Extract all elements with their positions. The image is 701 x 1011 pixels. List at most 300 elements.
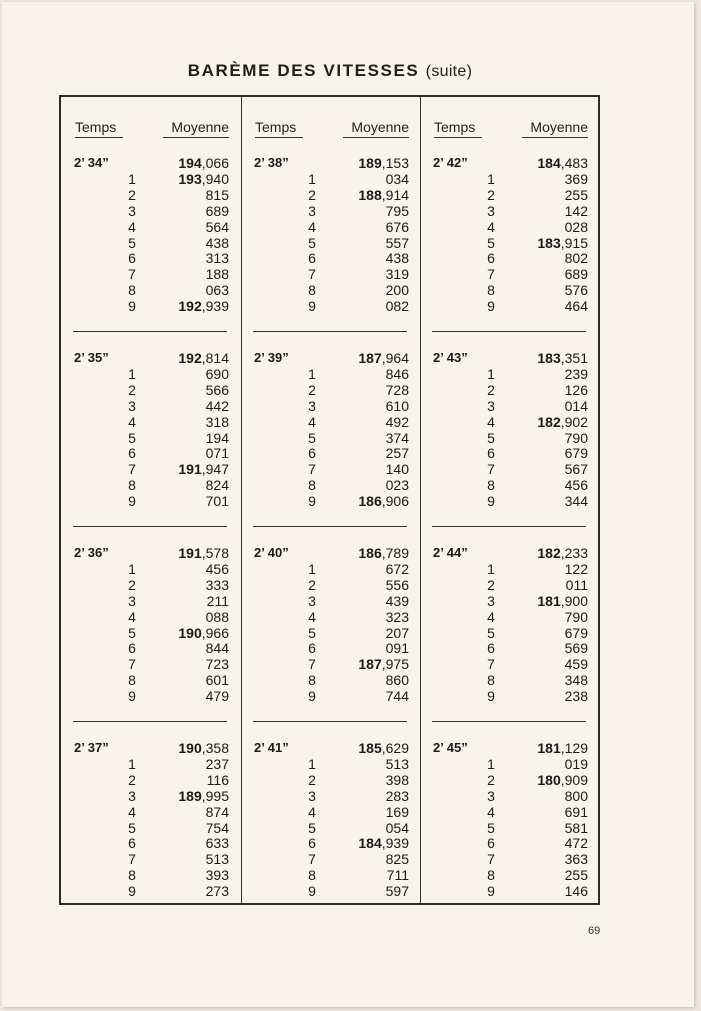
- group-separator: [73, 331, 227, 332]
- speed-value: 567: [564, 461, 588, 478]
- table-row: [241, 398, 419, 414]
- table-row: [420, 545, 598, 561]
- speed-value: 344: [564, 493, 588, 510]
- table-row: [241, 625, 419, 641]
- second-digit: 7: [487, 851, 495, 868]
- speed-value: 011: [565, 576, 588, 593]
- speed-value: 211: [206, 592, 229, 609]
- second-digit: 9: [128, 883, 136, 900]
- table-row: [61, 625, 239, 641]
- speed-value: 825: [385, 851, 409, 868]
- speed-value: 193,940: [178, 170, 229, 187]
- speed-value: 802: [564, 250, 588, 267]
- table-row: [420, 298, 598, 314]
- speed-value: 181,129: [537, 740, 588, 756]
- table-row: [420, 219, 598, 235]
- table-row: [241, 851, 419, 867]
- second-digit: 4: [128, 608, 136, 625]
- second-digit: 5: [487, 819, 495, 836]
- table-row: [61, 171, 239, 187]
- speed-value: 088: [205, 608, 229, 625]
- second-digit: 9: [308, 298, 316, 315]
- speed-value: 255: [564, 186, 588, 203]
- second-digit: 1: [128, 560, 136, 577]
- page-title: [2, 61, 658, 81]
- table-row: [420, 445, 598, 461]
- second-digit: 8: [308, 867, 316, 884]
- table-row: [241, 577, 419, 593]
- speed-value: 442: [205, 397, 229, 414]
- time-label: 2’ 34”: [74, 155, 109, 170]
- table-row: [420, 883, 598, 899]
- second-digit: 1: [128, 755, 136, 772]
- second-digit: 4: [128, 218, 136, 235]
- time-label: 2’ 42”: [433, 155, 468, 170]
- table-row: [241, 772, 419, 788]
- speed-value: 182,233: [537, 545, 588, 561]
- second-digit: 8: [128, 672, 136, 689]
- speed-value: 191,947: [178, 461, 229, 478]
- table-row: [420, 772, 598, 788]
- table-row: [241, 382, 419, 398]
- table-row: [61, 545, 239, 561]
- speed-value: 564: [205, 218, 229, 235]
- table-row: [420, 477, 598, 493]
- second-digit: 3: [308, 592, 316, 609]
- table-row: [241, 250, 419, 266]
- table-row: [420, 820, 598, 836]
- second-digit: 6: [487, 835, 495, 852]
- speed-table: [59, 95, 600, 905]
- table-row: [241, 672, 419, 688]
- speed-value: 323: [385, 608, 409, 625]
- second-digit: 7: [128, 461, 136, 478]
- second-digit: 9: [487, 883, 495, 900]
- table-row: [61, 804, 239, 820]
- second-digit: 8: [308, 672, 316, 689]
- second-digit: 8: [128, 477, 136, 494]
- second-digit: 9: [128, 688, 136, 705]
- speed-value: 255: [564, 867, 588, 884]
- table-row: [61, 609, 239, 625]
- table-row: [420, 593, 598, 609]
- speed-value: 566: [205, 381, 229, 398]
- header-temps: Temps: [75, 119, 117, 135]
- speed-value: 146: [564, 883, 588, 900]
- table-row: [61, 851, 239, 867]
- group-separator: [432, 331, 586, 332]
- table-row: [241, 756, 419, 772]
- speed-value: 689: [205, 202, 229, 219]
- time-label: 2’ 43”: [433, 350, 468, 365]
- second-digit: 6: [128, 835, 136, 852]
- table-row: [61, 350, 239, 366]
- second-digit: 1: [487, 365, 495, 382]
- table-row: [241, 493, 419, 509]
- speed-value: 034: [385, 170, 409, 187]
- speed-value: 194: [205, 429, 229, 446]
- speed-value: 800: [564, 787, 588, 804]
- speed-value: 363: [564, 851, 588, 868]
- speed-value: 126: [564, 381, 588, 398]
- table-row: [420, 171, 598, 187]
- second-digit: 3: [308, 787, 316, 804]
- second-digit: 1: [308, 560, 316, 577]
- table-row: [241, 820, 419, 836]
- speed-value: 472: [564, 835, 588, 852]
- second-digit: 5: [308, 819, 316, 836]
- second-digit: 9: [487, 298, 495, 315]
- second-digit: 1: [308, 365, 316, 382]
- speed-value: 633: [205, 835, 229, 852]
- second-digit: 6: [487, 250, 495, 267]
- speed-value: 439: [385, 592, 409, 609]
- speed-value: 183,351: [537, 350, 588, 366]
- table-column: [61, 97, 239, 903]
- speed-value: 679: [564, 624, 588, 641]
- table-row: [420, 740, 598, 756]
- table-row: [241, 266, 419, 282]
- second-digit: 3: [308, 397, 316, 414]
- table-row: [241, 640, 419, 656]
- table-row: [241, 350, 419, 366]
- speed-value: 557: [385, 234, 409, 251]
- header-moyenne: Moyenne: [351, 119, 409, 135]
- table-row: [420, 851, 598, 867]
- table-row: [61, 688, 239, 704]
- second-digit: 7: [308, 461, 316, 478]
- table-row: [420, 382, 598, 398]
- speed-value: 581: [564, 819, 588, 836]
- group-separator: [73, 526, 227, 527]
- speed-value: 479: [205, 688, 229, 705]
- second-digit: 2: [487, 576, 495, 593]
- second-digit: 2: [128, 381, 136, 398]
- second-digit: 6: [487, 640, 495, 657]
- second-digit: 2: [128, 771, 136, 788]
- speed-value: 192,939: [178, 298, 229, 315]
- table-row: [61, 203, 239, 219]
- second-digit: 4: [308, 608, 316, 625]
- speed-value: 374: [385, 429, 409, 446]
- second-digit: 5: [308, 234, 316, 251]
- speed-value: 691: [564, 803, 588, 820]
- second-digit: 5: [128, 234, 136, 251]
- table-row: [241, 298, 419, 314]
- table-row: [241, 545, 419, 561]
- speed-value: 701: [205, 493, 229, 510]
- table-row: [61, 867, 239, 883]
- table-row: [241, 593, 419, 609]
- second-digit: 7: [128, 656, 136, 673]
- table-row: [61, 398, 239, 414]
- second-digit: 6: [487, 445, 495, 462]
- table-row: [61, 577, 239, 593]
- second-digit: 6: [308, 445, 316, 462]
- second-digit: 4: [487, 218, 495, 235]
- speed-value: 023: [385, 477, 409, 494]
- speed-value: 556: [385, 576, 409, 593]
- second-digit: 2: [308, 186, 316, 203]
- table-row: [241, 171, 419, 187]
- speed-value: 054: [385, 819, 409, 836]
- speed-value: 186,789: [358, 545, 409, 561]
- speed-value: 790: [564, 429, 588, 446]
- table-row: [420, 788, 598, 804]
- second-digit: 3: [128, 592, 136, 609]
- second-digit: 7: [128, 266, 136, 283]
- group-separator: [432, 526, 586, 527]
- table-row: [241, 445, 419, 461]
- second-digit: 8: [487, 867, 495, 884]
- second-digit: 4: [487, 608, 495, 625]
- second-digit: 5: [308, 429, 316, 446]
- speed-value: 019: [564, 755, 588, 772]
- speed-value: 063: [205, 282, 229, 299]
- table-row: [420, 640, 598, 656]
- second-digit: 1: [308, 755, 316, 772]
- title-main: BARÈME DES VITESSES: [187, 61, 420, 80]
- second-digit: 2: [487, 381, 495, 398]
- speed-value: 319: [385, 266, 409, 283]
- second-digit: 5: [308, 624, 316, 641]
- speed-value: 459: [564, 656, 588, 673]
- table-row: [61, 445, 239, 461]
- speed-value: 438: [205, 234, 229, 251]
- second-digit: 5: [128, 819, 136, 836]
- table-row: [420, 656, 598, 672]
- speed-value: 492: [385, 413, 409, 430]
- group-separator: [253, 526, 407, 527]
- speed-value: 180,909: [537, 771, 588, 788]
- table-row: [241, 219, 419, 235]
- group-separator: [253, 721, 407, 722]
- speed-value: 846: [385, 365, 409, 382]
- second-digit: 2: [487, 186, 495, 203]
- time-label: 2’ 41”: [254, 740, 289, 755]
- second-digit: 3: [487, 787, 495, 804]
- speed-value: 576: [564, 282, 588, 299]
- speed-value: 207: [385, 624, 409, 641]
- table-column: [241, 97, 419, 903]
- table-row: [241, 155, 419, 171]
- table-row: [61, 187, 239, 203]
- table-row: [420, 867, 598, 883]
- table-row: [61, 561, 239, 577]
- table-row: [420, 366, 598, 382]
- speed-value: 082: [385, 298, 409, 315]
- second-digit: 8: [308, 282, 316, 299]
- table-row: [61, 740, 239, 756]
- second-digit: 9: [128, 298, 136, 315]
- table-row: [420, 577, 598, 593]
- second-digit: 9: [487, 493, 495, 510]
- second-digit: 7: [487, 266, 495, 283]
- speed-value: 028: [564, 218, 588, 235]
- table-row: [61, 477, 239, 493]
- second-digit: 5: [487, 624, 495, 641]
- table-row: [420, 835, 598, 851]
- table-row: [420, 155, 598, 171]
- header-temps: Temps: [434, 119, 476, 135]
- second-digit: 7: [128, 851, 136, 868]
- second-digit: 7: [308, 851, 316, 868]
- table-row: [61, 461, 239, 477]
- second-digit: 3: [487, 202, 495, 219]
- time-label: 2’ 37”: [74, 740, 109, 755]
- table-row: [61, 656, 239, 672]
- second-digit: 7: [308, 656, 316, 673]
- second-digit: 3: [128, 787, 136, 804]
- second-digit: 6: [128, 250, 136, 267]
- speed-value: 874: [205, 803, 229, 820]
- second-digit: 8: [487, 282, 495, 299]
- table-row: [61, 366, 239, 382]
- speed-value: 187,975: [358, 656, 409, 673]
- table-row: [420, 804, 598, 820]
- speed-value: 456: [205, 560, 229, 577]
- group-separator: [73, 721, 227, 722]
- speed-value: 672: [385, 560, 409, 577]
- table-row: [420, 493, 598, 509]
- speed-value: 192,814: [178, 350, 229, 366]
- group-separator: [253, 331, 407, 332]
- table-row: [241, 561, 419, 577]
- speed-value: 186,906: [358, 493, 409, 510]
- table-row: [61, 756, 239, 772]
- second-digit: 5: [128, 429, 136, 446]
- speed-value: 754: [205, 819, 229, 836]
- second-digit: 1: [487, 170, 495, 187]
- speed-value: 601: [205, 672, 229, 689]
- speed-value: 318: [205, 413, 229, 430]
- table-row: [61, 282, 239, 298]
- second-digit: 8: [128, 867, 136, 884]
- speed-value: 183,915: [537, 234, 588, 251]
- speed-value: 333: [205, 576, 229, 593]
- table-row: [61, 820, 239, 836]
- table-column: [420, 97, 598, 903]
- speed-value: 188: [205, 266, 229, 283]
- second-digit: 3: [487, 397, 495, 414]
- second-digit: 8: [128, 282, 136, 299]
- header-underline: [343, 137, 409, 138]
- header-underline: [434, 137, 482, 138]
- title-suite: (suite): [425, 63, 473, 80]
- speed-value: 689: [564, 266, 588, 283]
- time-label: 2’ 36”: [74, 545, 109, 560]
- speed-value: 860: [385, 672, 409, 689]
- table-row: [61, 382, 239, 398]
- second-digit: 9: [308, 688, 316, 705]
- table-row: [420, 235, 598, 251]
- header-temps: Temps: [255, 119, 297, 135]
- speed-value: 142: [564, 202, 588, 219]
- table-row: [420, 688, 598, 704]
- table-row: [241, 282, 419, 298]
- table-row: [61, 250, 239, 266]
- speed-value: 815: [205, 186, 229, 203]
- speed-value: 690: [205, 365, 229, 382]
- table-row: [241, 835, 419, 851]
- table-row: [61, 788, 239, 804]
- speed-value: 169: [385, 803, 409, 820]
- second-digit: 4: [128, 413, 136, 430]
- second-digit: 2: [128, 186, 136, 203]
- table-row: [420, 756, 598, 772]
- table-row: [241, 740, 419, 756]
- second-digit: 1: [308, 170, 316, 187]
- table-row: [61, 414, 239, 430]
- second-digit: 4: [308, 803, 316, 820]
- table-row: [420, 266, 598, 282]
- speed-value: 728: [385, 381, 409, 398]
- speed-value: 188,914: [358, 186, 409, 203]
- table-row: [420, 625, 598, 641]
- speed-value: 239: [564, 365, 588, 382]
- header-underline: [522, 137, 588, 138]
- second-digit: 2: [308, 771, 316, 788]
- header-moyenne: Moyenne: [530, 119, 588, 135]
- speed-value: 091: [385, 640, 409, 657]
- speed-value: 181,900: [537, 592, 588, 609]
- speed-value: 723: [205, 656, 229, 673]
- second-digit: 4: [487, 803, 495, 820]
- group-separator: [432, 721, 586, 722]
- table-row: [241, 656, 419, 672]
- second-digit: 3: [308, 202, 316, 219]
- speed-value: 438: [385, 250, 409, 267]
- speed-value: 513: [205, 851, 229, 868]
- speed-value: 200: [385, 282, 409, 299]
- speed-value: 679: [564, 445, 588, 462]
- table-row: [241, 867, 419, 883]
- time-label: 2’ 40”: [254, 545, 289, 560]
- second-digit: 8: [308, 477, 316, 494]
- speed-value: 194,066: [178, 155, 229, 171]
- table-row: [420, 609, 598, 625]
- speed-value: 238: [564, 688, 588, 705]
- header-underline: [163, 137, 229, 138]
- table-row: [241, 804, 419, 820]
- table-row: [241, 235, 419, 251]
- table-row: [241, 414, 419, 430]
- table-row: [420, 461, 598, 477]
- table-row: [420, 250, 598, 266]
- table-row: [241, 366, 419, 382]
- second-digit: 4: [308, 218, 316, 235]
- speed-value: 191,578: [178, 545, 229, 561]
- table-row: [61, 883, 239, 899]
- second-digit: 6: [308, 250, 316, 267]
- speed-value: 184,939: [358, 835, 409, 852]
- speed-value: 513: [385, 755, 409, 772]
- second-digit: 1: [128, 170, 136, 187]
- second-digit: 3: [128, 202, 136, 219]
- table-row: [61, 640, 239, 656]
- table-row: [420, 282, 598, 298]
- speed-value: 187,964: [358, 350, 409, 366]
- table-row: [241, 609, 419, 625]
- second-digit: 9: [487, 688, 495, 705]
- table-row: [61, 672, 239, 688]
- speed-value: 676: [385, 218, 409, 235]
- table-row: [61, 155, 239, 171]
- speed-value: 182,902: [537, 413, 588, 430]
- speed-value: 597: [385, 883, 409, 900]
- table-row: [61, 298, 239, 314]
- second-digit: 2: [308, 576, 316, 593]
